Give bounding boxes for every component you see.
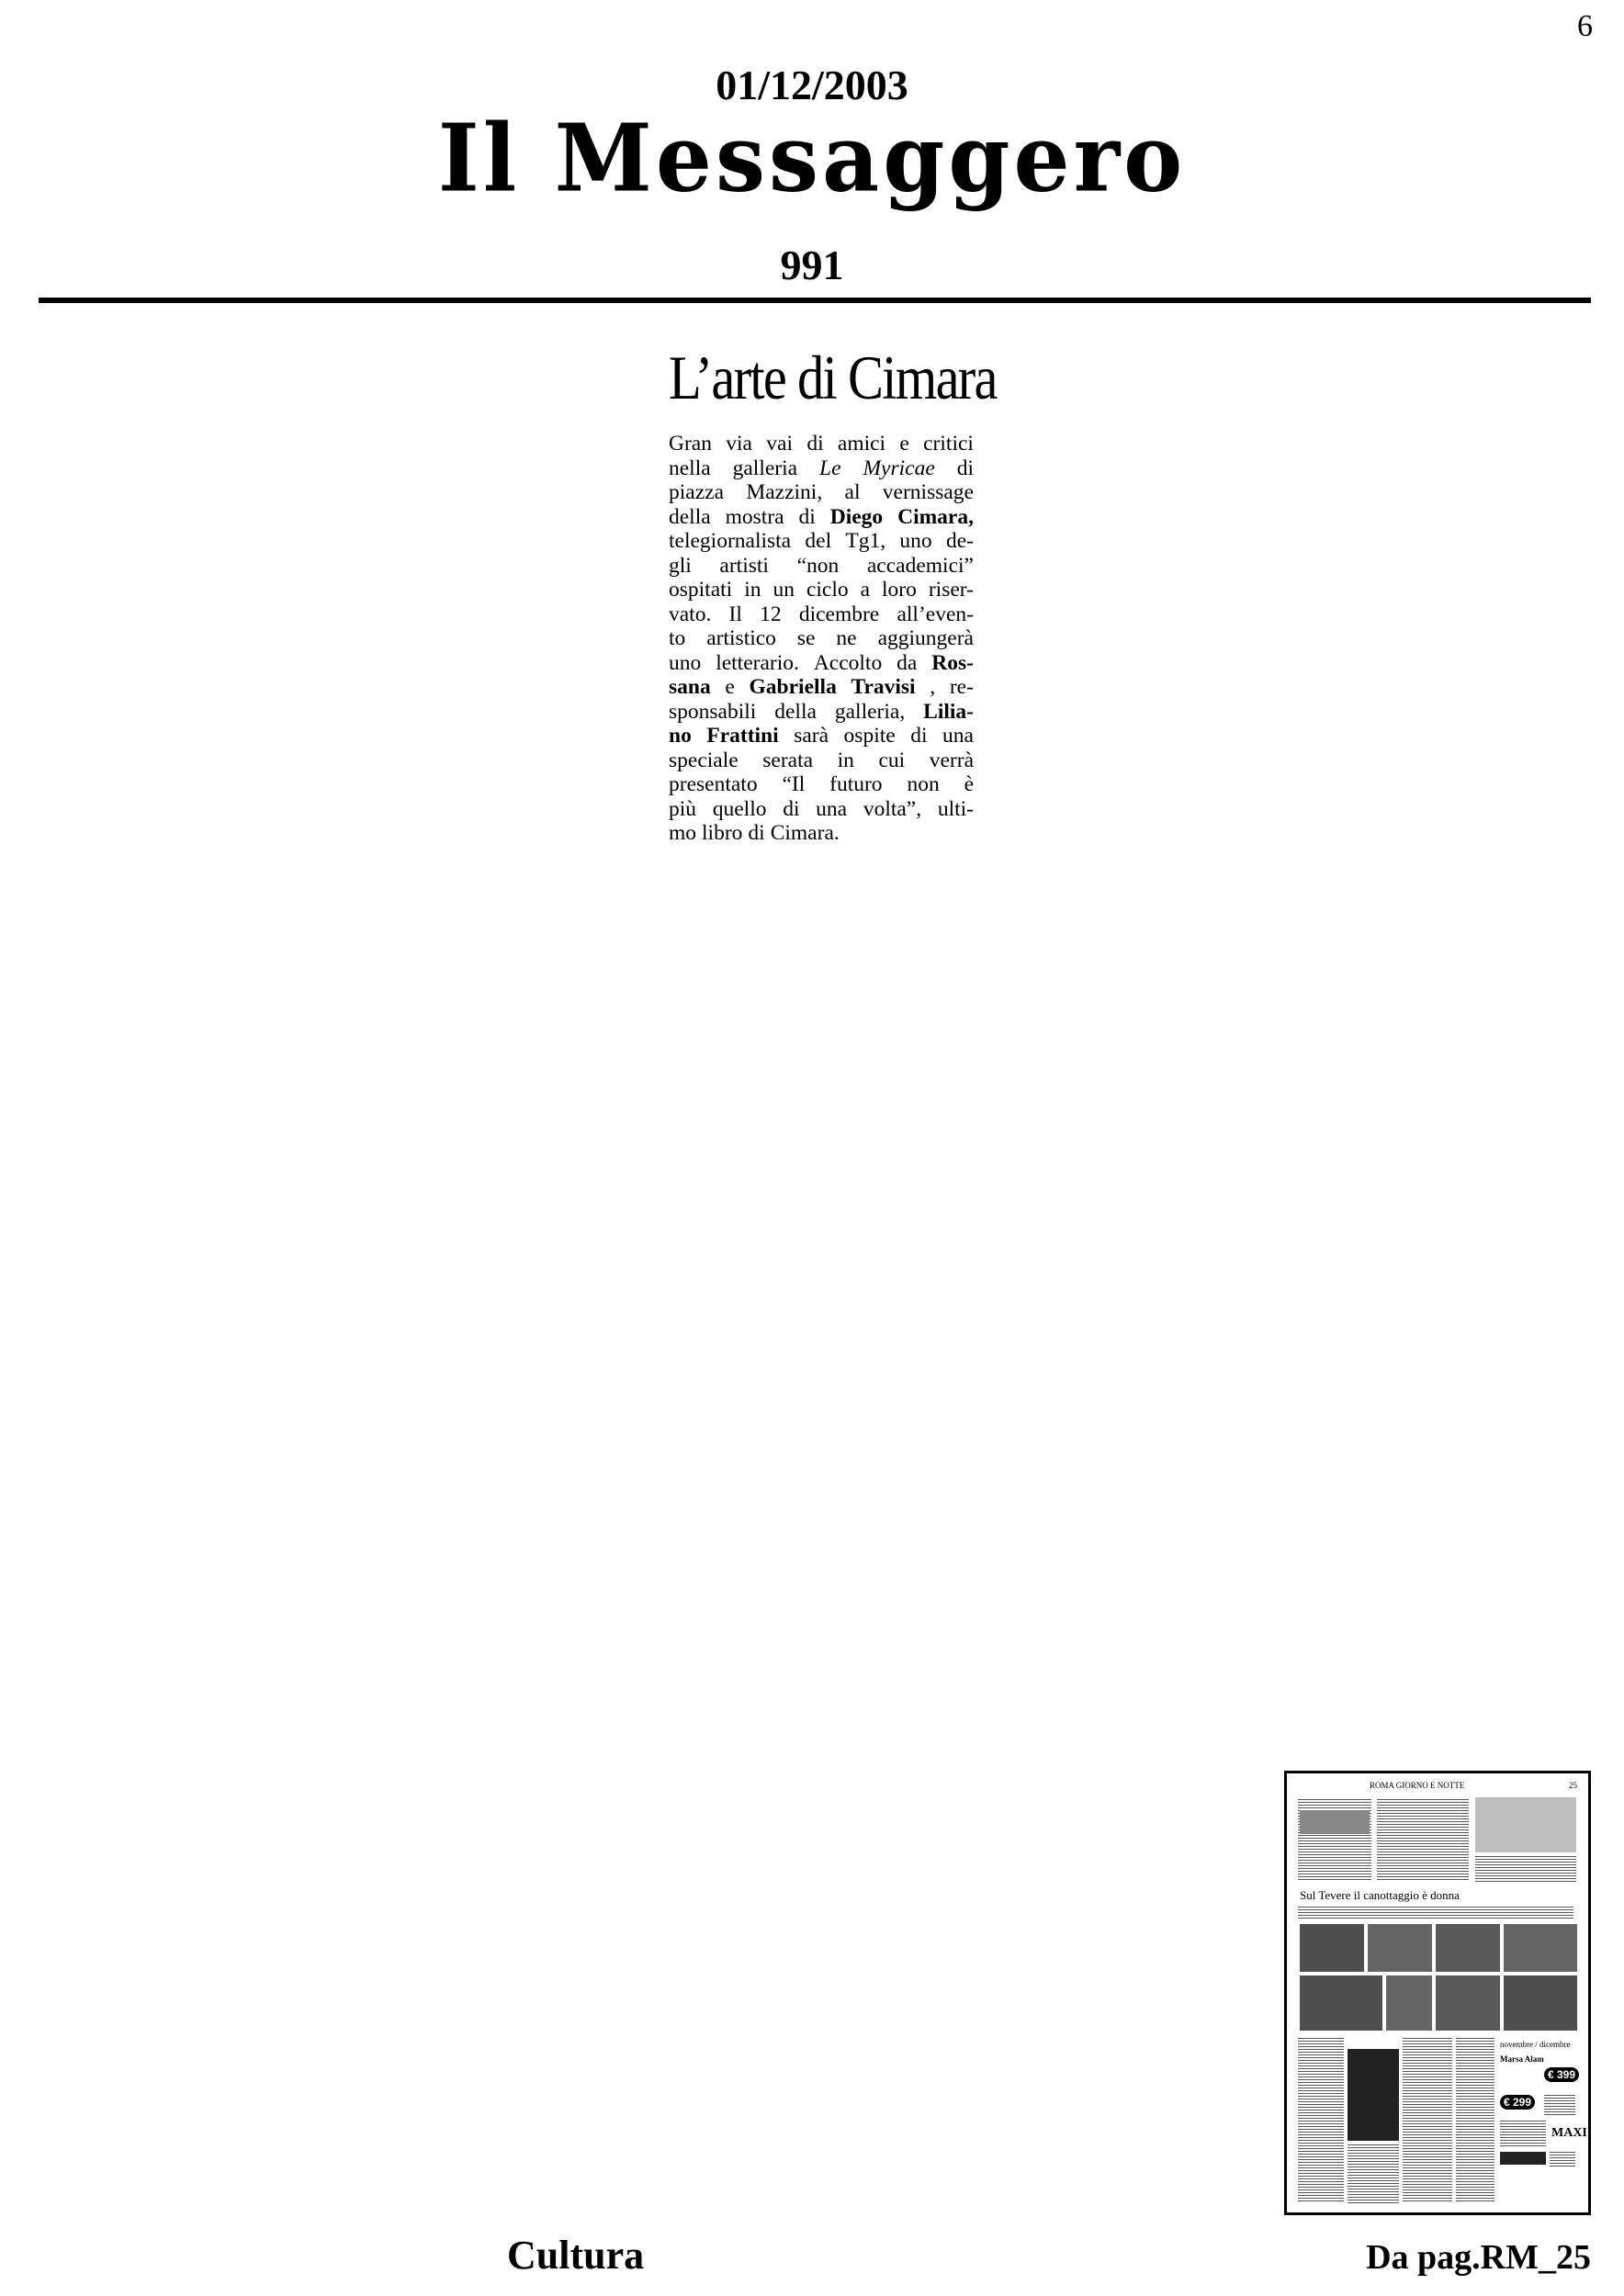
article-word: vai [766, 432, 794, 456]
article-word: artistico [706, 626, 776, 650]
thumbnail-masthead: ROMA GIORNO E NOTTE [1370, 1781, 1465, 1790]
article-word: futuro [829, 772, 883, 796]
article-line [669, 821, 974, 846]
article-word: “Il [782, 772, 806, 796]
article-line [669, 529, 974, 554]
article-word: in [837, 748, 854, 772]
article-word: ulti- [937, 796, 974, 821]
article-line [669, 700, 974, 725]
article-line [669, 480, 974, 505]
article-word: Lilia- [923, 699, 974, 724]
article-word: della [669, 504, 711, 529]
article-body [669, 432, 974, 846]
page-number: 6 [1577, 9, 1593, 43]
article-line [669, 651, 974, 676]
article-word: serata [762, 748, 814, 772]
thumbnail-ad-brand: MAXI [1551, 2126, 1587, 2140]
clip-date: 01/12/2003 [716, 62, 908, 108]
article-word: è [964, 772, 974, 796]
article-word: Cimara. [770, 821, 840, 845]
article-word: Gran [669, 432, 712, 456]
header-divider [39, 298, 1591, 303]
article-word: galleria, [834, 699, 906, 724]
article-word: , [930, 675, 936, 699]
article-word: re- [949, 675, 974, 699]
article-word: di [910, 724, 928, 748]
article-word: mostra [725, 504, 784, 529]
thumbnail-headline: Sul Tevere il canottaggio è donna [1300, 1888, 1460, 1902]
article-word: di [748, 821, 765, 845]
article-word: ospitati [669, 578, 733, 602]
source-page: Da pag.RM_25 [1366, 2238, 1591, 2277]
article-word: al [844, 480, 861, 504]
article-word: Myricae [863, 456, 935, 480]
thumbnail-page-number: 25 [1569, 1781, 1577, 1790]
article-word: letterario. [716, 650, 799, 675]
article-word: e [899, 432, 909, 456]
article-line [669, 432, 974, 456]
article-word: via [726, 432, 752, 456]
thumbnail-ad-place: Marsa Alam [1500, 2054, 1544, 2064]
section-label: Cultura [507, 2233, 645, 2278]
article-word: Cimara, [897, 504, 974, 529]
article-word: e [725, 675, 735, 699]
page-thumbnail [1284, 1771, 1591, 2215]
article-word: ne [836, 626, 857, 650]
article-word: riser- [928, 578, 974, 602]
article-word: Frattini [706, 724, 779, 748]
clip-code: 991 [780, 242, 844, 288]
article-word: piazza [669, 480, 725, 504]
article-word: Mazzini, [746, 480, 823, 504]
article-word: ciclo [806, 578, 849, 602]
article-word: de- [945, 529, 974, 553]
article-line [669, 554, 974, 579]
article-word: in [744, 578, 761, 602]
article-line [669, 748, 974, 773]
article-word: “non [796, 553, 840, 578]
article-word: un [773, 578, 795, 602]
article-word: uno [899, 529, 932, 553]
article-word: cui [878, 748, 906, 772]
article-word: di [783, 796, 800, 821]
newspaper-masthead: Il Messaggero [437, 104, 1187, 213]
article-word: Gabriella [749, 675, 837, 699]
article-word: volta”, [863, 796, 922, 821]
article-word: to [669, 626, 686, 650]
article-word: all’even- [897, 602, 974, 626]
article-word: Travisi [851, 675, 916, 699]
article-word: Le [819, 456, 841, 480]
article-word: della [774, 699, 817, 724]
article-word: se [796, 626, 816, 650]
article-line [669, 602, 974, 627]
article-word: verrà [929, 748, 974, 772]
article-word: loro [882, 578, 917, 602]
article-word: nella [669, 456, 711, 480]
article-word: Tg1, [845, 529, 886, 553]
article-title: L’arte di Cimara [669, 343, 997, 412]
article-line [669, 626, 974, 651]
article-word: ospite [843, 724, 896, 748]
article-word: Ros- [931, 650, 974, 675]
article-word: più [669, 796, 697, 821]
article-word: quello [712, 796, 767, 821]
article-word: di [806, 432, 824, 456]
article-word: sarà [794, 724, 829, 748]
article-word: Diego [829, 504, 884, 529]
article-word: telegiornalista [669, 529, 792, 553]
article-word: no [669, 724, 692, 748]
article-word: presentato [669, 772, 758, 796]
article-word: dicembre [798, 602, 880, 626]
article-word: Il [728, 602, 742, 626]
article-word: di [798, 504, 816, 529]
article-word: del [805, 529, 832, 553]
article-word: non [907, 772, 940, 796]
article-word: 12 [760, 602, 782, 626]
article-line [669, 797, 974, 822]
article-word: libro [702, 821, 743, 845]
thumbnail-ad-month: novembre / dicembre [1500, 2040, 1571, 2049]
thumbnail-price-2: € 299 [1500, 2095, 1535, 2110]
article-line [669, 505, 974, 530]
article-word: critici [923, 432, 974, 456]
article-line [669, 724, 974, 748]
article-word: vato. [669, 602, 712, 626]
article-line [669, 578, 974, 602]
article-word: vernissage [882, 480, 974, 504]
article-line [669, 772, 974, 797]
thumbnail-price-1: € 399 [1544, 2067, 1579, 2082]
article-word: una [816, 796, 848, 821]
article-line [669, 456, 974, 481]
article-word: speciale [669, 748, 739, 772]
article-word: aggiungerà [877, 626, 974, 650]
article-word: sana [669, 675, 711, 699]
article-word: da [897, 650, 918, 675]
article-word: di [956, 456, 974, 480]
article-line [669, 675, 974, 700]
article-word: uno [669, 650, 702, 675]
article-word: galleria [732, 456, 798, 480]
article-word: gli [669, 553, 692, 578]
article-word: amici [837, 432, 886, 456]
article-word: sponsabili [669, 699, 757, 724]
article-word: accademici” [866, 553, 974, 578]
article-word: artisti [719, 553, 769, 578]
article-word: Accolto [813, 650, 883, 675]
article-word: a [860, 578, 871, 602]
article-word: mo [669, 821, 697, 845]
article-word: una [942, 724, 974, 748]
